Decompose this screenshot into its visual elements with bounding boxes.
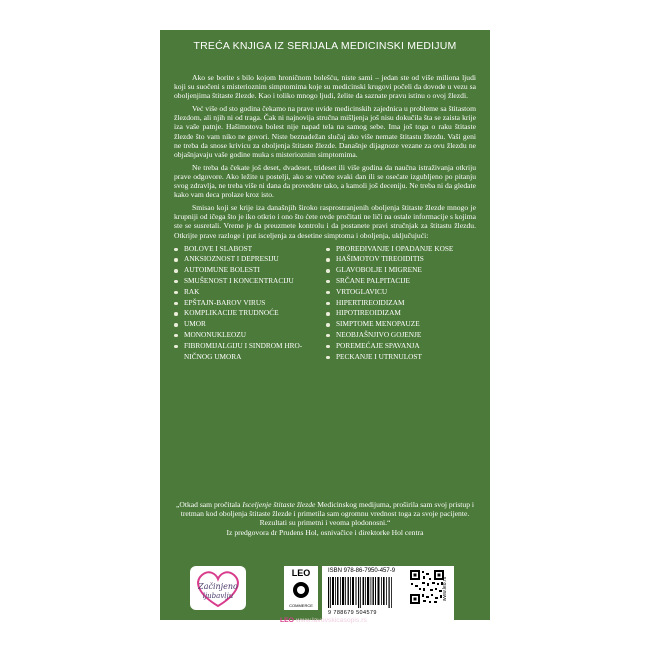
quote-text (174, 500, 476, 527)
list-item-label: PROREĐIVANJE I OPADANJE KOSE (336, 243, 454, 253)
list-item (174, 298, 324, 309)
bullet-icon (326, 302, 330, 306)
list-item-label: SRČANE PALPITACIJE (336, 275, 410, 285)
book-back-cover (160, 30, 490, 624)
list-item-label: BOLOVE I SLABOST (184, 243, 253, 253)
list-item-label: GLAVOBOLJE I MIGRENE (336, 265, 422, 275)
list-item-label: NEOBJAŠNJIVO GOJENJE (336, 329, 422, 339)
heart-logo-icon (190, 566, 246, 610)
list-item (326, 298, 476, 309)
website-side-text: www.leo.rs (442, 576, 449, 602)
quote-attribution: Iz predgovora dr Prudens Hol, osnivačice i direktorke Hol centra (226, 528, 424, 538)
publisher-footer (280, 617, 367, 624)
bullet-icon (326, 280, 330, 284)
list-item (326, 276, 476, 287)
paragraph: Ne treba da čekate još deset, dvadeset, trideset ili više godina da naučna istraživanja otkriju prave odgovore. Ako ležite u postelji, ako se vučete svaki dan ili se osećate izgubljeno po pitanju svog zdravlja, ne treba više ni dana da provedete tako, a kamoli još deceniju. Ne treba ni da gledate kako vam deca prolaze kroz isto. (174, 162, 476, 200)
list-item-label: PECKANJE I UTRNULOST (336, 351, 422, 361)
bullet-icon (174, 345, 178, 349)
list-item (326, 287, 476, 298)
bullet-icon (174, 291, 178, 295)
list-item (174, 319, 324, 330)
list-item (174, 254, 324, 265)
bullet-icon (326, 269, 330, 273)
endorsement-quote (174, 500, 476, 537)
zacinjeno-ljubavlju-logo (190, 566, 246, 610)
list-item-label: RAK (184, 286, 200, 296)
bullet-icon (326, 334, 330, 338)
list-item-label: MONONUKLEOZU (184, 329, 247, 339)
list-item (174, 308, 324, 319)
cover-title: TREĆA KNJIGA IZ SERIJALA MEDICINSKI MEDIJUM (193, 40, 457, 52)
list-item (326, 265, 476, 276)
list-item-label: EPŠTAJN-BAROV VIRUS (184, 297, 266, 307)
bullet-icon (326, 356, 330, 360)
list-item (174, 244, 324, 255)
list-item (174, 276, 324, 287)
list-item (326, 254, 476, 265)
bullet-icon (326, 291, 330, 295)
paragraph: Smisao koji se krije iza današnjih široko rasprostranjenih oboljenja štitaste žlezde mnogo je krupniji od ičega što je iko otkrio i ono što ćete ovde pročitati ne liči na ostale informacije s kojima ste se susretali. Vreme je da preuzmete kontrolu i da postanete pravi stručnjak za štitastu žlezdu. Otkrijte prave razloge i put isceljenja za desetine simptoma i oboljenja, uključujući: (174, 203, 476, 240)
quote-book-title: Isceljenje štitaste žlezde (242, 500, 316, 509)
list-item (174, 265, 324, 276)
list-item-label: ANKSIOZNOST I DEPRESIJU (184, 254, 279, 264)
list-item-label: VRTOGLAVICU (336, 286, 388, 296)
list-item (174, 287, 324, 298)
list-item (326, 341, 476, 352)
list-item-label: SIMPTOME MENOPAUZE (336, 319, 420, 329)
list-item-label: KOMPLIKACIJE TRUDNOĆE (184, 308, 279, 318)
bullet-icon (326, 258, 330, 262)
website-side-label (442, 570, 453, 608)
list-item-continuation (174, 352, 324, 363)
bullet-icon (174, 312, 178, 316)
bullet-icon (174, 258, 178, 262)
paragraph: Već više od sto godina čekamo na prave uvide medicinskih zajednica u probleme sa štitastom žlezdom, ali njih ni od traga. Čak ni najnovija stručna mišljenja još nisu dokučila šta se zaista krije iza vaše patnje. Hašimotova bolest nije napad tela na samog sebe. Ima još toga o raku štitaste žlezde što vam niko ne govori. Niste beznadežan slučaj ako više nemate štitastu žlezdu. Vaši geni ne treba da snose krivicu za oboljenja štitaste žlezde. Današnje dijagnoze vezane za ovu žlezdu ne objašnjavaju vaše godine muka s misterioznim simptomima. (174, 104, 476, 159)
leo-commerce-logo (284, 566, 318, 610)
list-item-label: UMOR (184, 319, 206, 329)
list-item-label: SMUŠENOST I KONCENTRACIJU (184, 275, 294, 285)
isbn-label: ISBN 978-86-7950-457-9 (328, 568, 396, 574)
publisher-sub-text: COMMERCE (289, 603, 313, 608)
bullet-icon (326, 345, 330, 349)
symptom-list-right (326, 244, 476, 363)
bullet-icon (174, 323, 178, 327)
list-item-label: FIBROMIJALGIJU I SINDROM HRO- (184, 340, 303, 350)
brand-logo-text-1: Začinjeno (198, 582, 238, 591)
bullet-icon (174, 280, 178, 284)
list-item-label: AUTOIMUNE BOLESTI (184, 265, 260, 275)
blurb (174, 73, 476, 362)
paragraph: Ako se borite s bilo kojom hroničnom bolešću, niste sami – jedan ste od više miliona ljudi koji su suočeni s misterioznim simptomima koje su medicinski krugovi počeli da dovode u vezu sa oboljenjima štitaste žlezde. Kao i toliko mnogo ljudi, želite da saznate pravu istinu o ovoj žlezdi. (174, 73, 476, 101)
bullet-icon (326, 248, 330, 252)
list-item-label: HAŠIMOTOV TIREOIDITIS (336, 254, 424, 264)
bullet-icon (174, 302, 178, 306)
list-item (326, 244, 476, 255)
brand-logo-text-2: ljubavlju (202, 592, 234, 600)
bullet-icon (326, 312, 330, 316)
list-item (174, 341, 324, 352)
barcode-icon (328, 577, 394, 608)
list-item-label: NIČNOG UMORA (184, 351, 242, 361)
bullet-icon (174, 248, 178, 252)
qr-code-icon (410, 570, 444, 604)
quote-part: „Otkad sam pročitala (176, 500, 243, 509)
footer-brand: LEO (280, 617, 294, 624)
list-item (326, 352, 476, 363)
lion-logo-icon (284, 566, 318, 610)
list-item (326, 330, 476, 341)
bullet-icon (174, 269, 178, 273)
list-item (326, 308, 476, 319)
footer-url: www.lavovskicasopis.rs (295, 617, 367, 624)
list-item (174, 330, 324, 341)
quote-part: Medicinskog medijuma, proširila sam svoj pristup i tretman kod oboljenja štitaste žlezde i primetila sam ogromnu vrednost toga za svoje pacijente. Rezultati su primetni i veoma plodonosni.“ (180, 500, 474, 528)
bullet-icon (326, 323, 330, 327)
publisher-logo-text: LEO (291, 568, 311, 578)
list-item-label: POREMEĆAJE SPAVANJA (336, 340, 420, 350)
barcode-number: 9 788679 504579 (328, 610, 377, 616)
list-item-label: HIPERTIREOIDIZAM (336, 297, 405, 307)
barcode-panel (322, 566, 454, 620)
list-item (326, 319, 476, 330)
symptom-lists (174, 244, 476, 363)
list-item-label: HIPOTIREOIDIZAM (336, 308, 401, 318)
bullet-icon (174, 334, 178, 338)
symptom-list-left (174, 244, 324, 363)
